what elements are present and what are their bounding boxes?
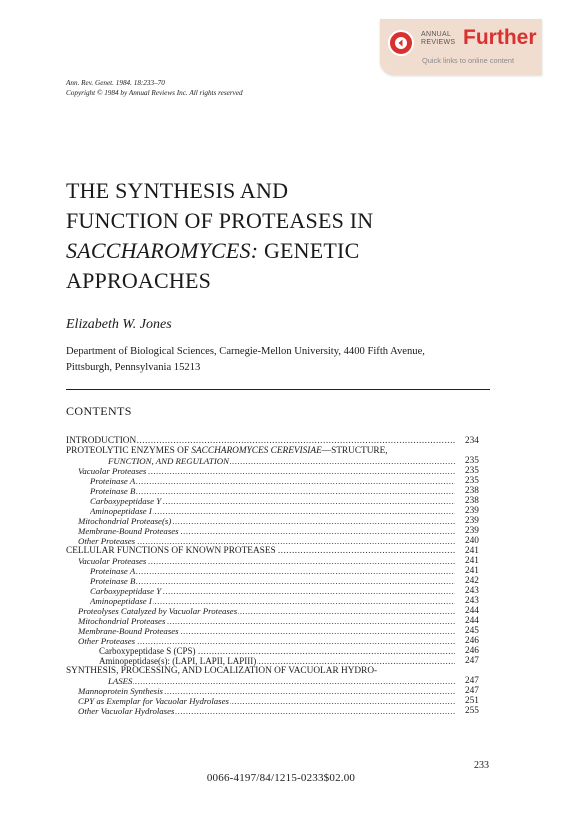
toc-entry-page: 246 [465,636,479,646]
toc-entry-page: 239 [465,506,479,516]
toc-entry-page: 240 [465,536,479,546]
title-line: APPROACHES [66,268,212,293]
article-title [66,176,373,296]
toc-entry[interactable] [66,586,489,596]
toc-entry-page: 238 [465,496,479,506]
toc-entry-label: Proteinase B [90,486,136,496]
journal-citation: Ann. Rev. Genet. 1984. 18:233–70 [66,79,165,87]
toc-entry[interactable] [66,696,489,706]
toc-entry[interactable] [66,456,489,466]
toc-entry-page: 251 [465,696,479,706]
toc-entry[interactable] [66,666,489,676]
toc-entry[interactable] [66,536,489,546]
annual-reviews-wordmark: ANNUAL REVIEWS [421,31,456,46]
toc-entry-page: 243 [465,596,479,606]
toc-entry-label: Proteinase A [90,566,136,576]
toc-entry[interactable] [66,576,489,586]
toc-entry-page: 235 [465,466,479,476]
toc-entry[interactable] [66,476,489,486]
toc-entry[interactable] [66,626,489,636]
toc-entry[interactable] [66,656,489,666]
toc-entry-page: 234 [465,436,479,446]
further-label: Further [463,26,537,49]
toc-entry[interactable] [66,596,489,606]
toc-entry-label: Mitochondrial Protease(s) [78,516,172,526]
toc-entry-label: Aminopeptidase I [90,596,152,606]
page-number: 233 [474,760,489,771]
affiliation [66,344,496,376]
contents-heading: CONTENTS [66,404,132,418]
toc-entry-label: SYNTHESIS, PROCESSING, AND LOCALIZATION OF VACUOLAR HYDRO- [66,666,378,676]
toc-entry-label: Aminopeptidase I [90,506,152,516]
toc-entry-page: 255 [465,706,479,716]
toc-entry[interactable] [66,466,489,476]
copyright-line: Copyright © 1984 by Annual Reviews Inc. All rights reserved [66,89,243,97]
price-code: 0066-4197/84/1215-0233$02.00 [206,772,356,784]
toc-entry-label: FUNCTION, AND REGULATION [108,456,229,466]
annual-reviews-logo-icon [388,30,414,56]
title-genus: SACCHAROMYCES: [66,238,259,263]
toc-entry-label: CELLULAR FUNCTIONS OF KNOWN PROTEASES [66,546,276,556]
quick-links-text: Quick links to online content [422,56,515,65]
affiliation-line: Pittsburgh, Pennsylvania 15213 [66,362,201,373]
toc-entry-label: Mannoprotein Synthesis [78,686,163,696]
toc-entry[interactable] [66,606,489,616]
toc-entry-page: 243 [465,586,479,596]
toc-entry-label: Other Vacuolar Hydrolases [78,706,175,716]
toc-entry[interactable] [66,566,489,576]
toc-entry-label: Aminopeptidase(s): (LAPI, LAPII, LAPIII) [99,656,257,666]
toc-entry-page: 238 [465,486,479,496]
toc-entry[interactable] [66,676,489,686]
toc-entry-label: Membrane-Bound Proteases [78,626,179,636]
toc-entry[interactable] [66,496,489,506]
toc-entry-page: 241 [465,566,479,576]
toc-entry-page: 247 [465,676,479,686]
toc-entry[interactable] [66,616,489,626]
toc-entry[interactable] [66,686,489,696]
toc-entry-page: 241 [465,556,479,566]
toc-entry[interactable] [66,516,489,526]
citation [66,78,243,98]
toc-entry[interactable] [66,446,489,456]
divider [66,389,490,390]
title-line: FUNCTION OF PROTEASES IN [66,208,374,233]
toc-entry-page: 247 [465,656,479,666]
toc-entry-label: Proteinase A [90,476,136,486]
toc-entry[interactable] [66,636,489,646]
title-line: THE SYNTHESIS AND [66,178,289,203]
toc-entry[interactable] [66,506,489,516]
toc-entry-label: Membrane-Bound Proteases [78,526,179,536]
toc-entry-page: 244 [465,606,479,616]
toc-entry[interactable] [66,556,489,566]
toc-entry[interactable] [66,706,489,716]
toc-entry-page: 239 [465,526,479,536]
toc-entry-label: Other Proteases [78,636,136,646]
toc-entry-page: 239 [465,516,479,526]
toc-entry[interactable] [66,486,489,496]
toc-entry[interactable] [66,436,489,446]
toc-entry-label: Other Proteases [78,536,136,546]
toc-entry-label: Carboxypeptidase Y [90,496,162,506]
toc-entry-label: Vacuolar Proteases [78,556,147,566]
toc-entry-label: Mitochondrial Proteases [78,616,166,626]
toc-entry-page: 235 [465,456,479,466]
toc-entry-label: Carboxypeptidase S (CPS) [99,646,196,656]
toc-entry-label: LASES [108,676,133,686]
toc-entry-label: CPY as Exemplar for Vacuolar Hydrolases [78,696,229,706]
toc-entry-label: Vacuolar Proteases [78,466,147,476]
toc-entry[interactable] [66,526,489,536]
toc-entry[interactable] [66,646,489,656]
author-name: Elizabeth W. Jones [66,317,172,332]
toc-entry-label: Proteinase B [90,576,136,586]
toc-entry-page: 235 [465,476,479,486]
toc-entry-label: Proteolyses Catalyzed by Vacuolar Proteases [78,606,238,616]
toc-entry-page: 241 [465,546,479,556]
affiliation-line: Department of Biological Sciences, Carnegie-Mellon University, 4400 Fifth Avenue, [66,346,425,357]
further-badge[interactable] [380,19,542,75]
toc-entry-page: 245 [465,626,479,636]
toc-entry-page: 247 [465,686,479,696]
title-line [66,236,373,266]
toc-entry-page: 242 [465,576,479,586]
toc-entry-page: 246 [465,646,479,656]
title-line-rest: GENETIC [258,238,360,263]
toc-entry-label: PROTEOLYTIC ENZYMES OF SACCHAROMYCES CEREVISIAE—STRUCTURE, [66,446,388,456]
table-of-contents [66,436,489,716]
toc-entry-label: Carboxypeptidase Y [90,586,162,596]
toc-entry-page: 244 [465,616,479,626]
toc-entry[interactable] [66,546,489,556]
toc-entry-label: INTRODUCTION [66,436,137,446]
